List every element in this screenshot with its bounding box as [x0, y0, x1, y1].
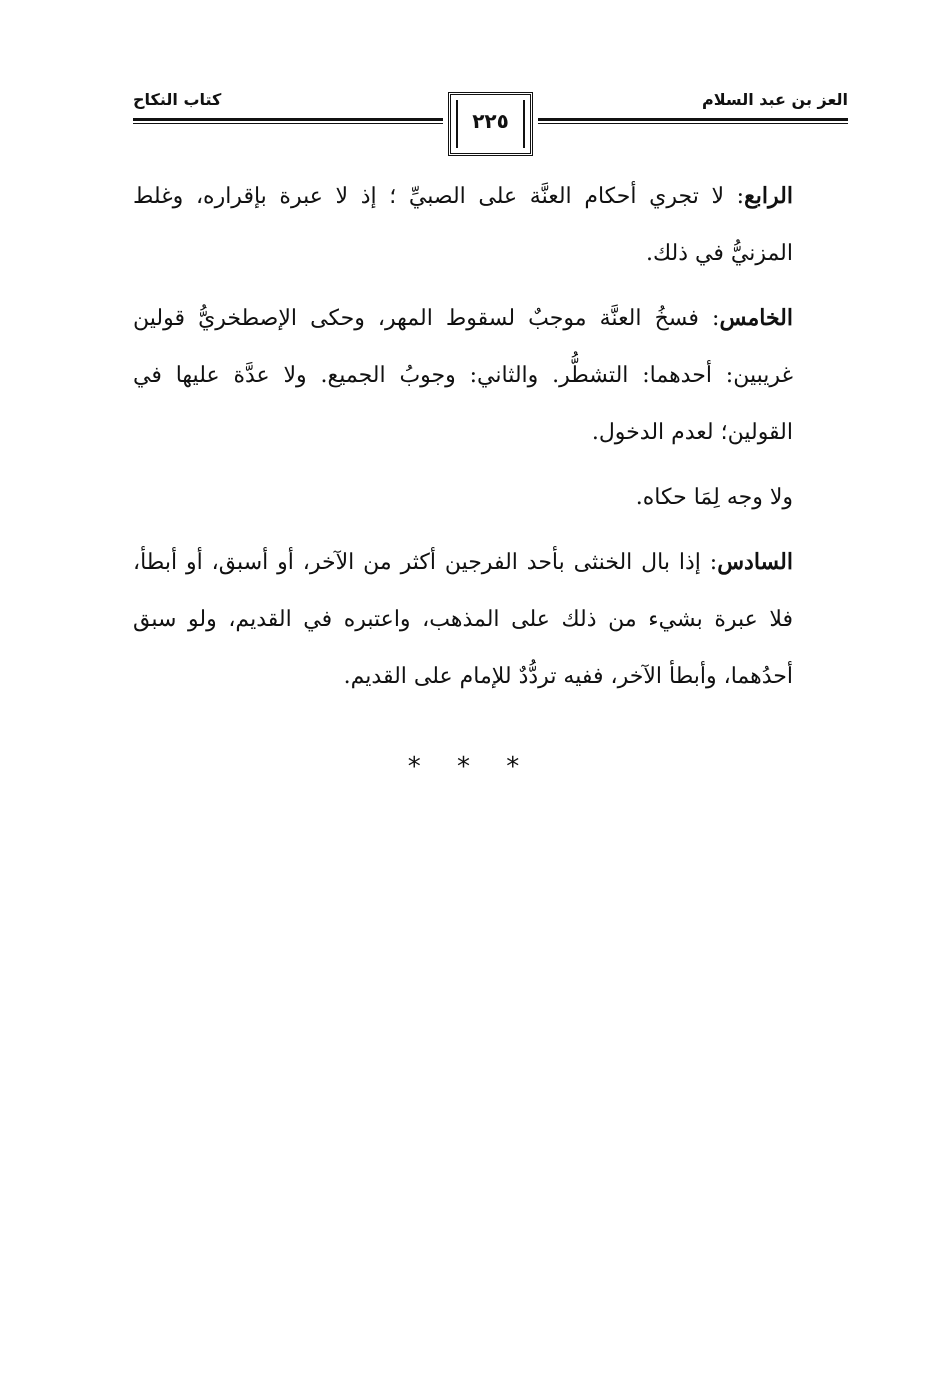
running-header: [133, 86, 848, 158]
header-rule-right: [538, 118, 848, 121]
main-text: [133, 168, 848, 705]
running-head-author: العز بن عبد السلام: [702, 90, 848, 109]
paragraph-remark: [133, 469, 848, 526]
header-rule-left: [133, 118, 443, 121]
running-head-section: كتاب النكاح: [133, 90, 222, 109]
section-break-asterisks: * * *: [407, 752, 534, 782]
paragraph-text: : فسخُ العنَّة موجبٌ لسقوط المهر، وحكى الإصطخريُّ قولين غريبين: أحدهما: التشطُّر. والثاني: وجوبُ الجميع. ولا عدَّة عليها في القولين؛ لعدم الدخول.: [133, 306, 793, 445]
paragraph-lead: السادس: [717, 549, 793, 575]
page-number: ٢٢٥: [472, 109, 509, 133]
paragraph-lead: الرابع: [744, 183, 793, 209]
paragraph-fourth: [133, 168, 848, 282]
paragraph-lead: الخامس: [719, 305, 793, 331]
paragraph-sixth: [133, 534, 848, 705]
paragraph-text: ولا وجه لِمَا حكاه.: [635, 485, 793, 510]
paragraph-fifth: [133, 290, 848, 461]
page-number-frame: [448, 92, 533, 156]
paragraph-text: : إذا بال الخنثى بأحد الفرجين أكثر من الآخر، أو أسبق، أو أبطأ، فلا عبرة بشيء من ذلك على المذهب، واعتبره في القديم، ولو سبق أحدُهما، وأبطأ الآخر، ففيه تردُّدٌ للإمام على القديم.: [133, 550, 793, 689]
paragraph-text: : لا تجري أحكام العنَّة على الصبيِّ ؛ إذ لا عبرة بإقراره، وغلط المزنيُّ في ذلك.: [133, 184, 793, 266]
